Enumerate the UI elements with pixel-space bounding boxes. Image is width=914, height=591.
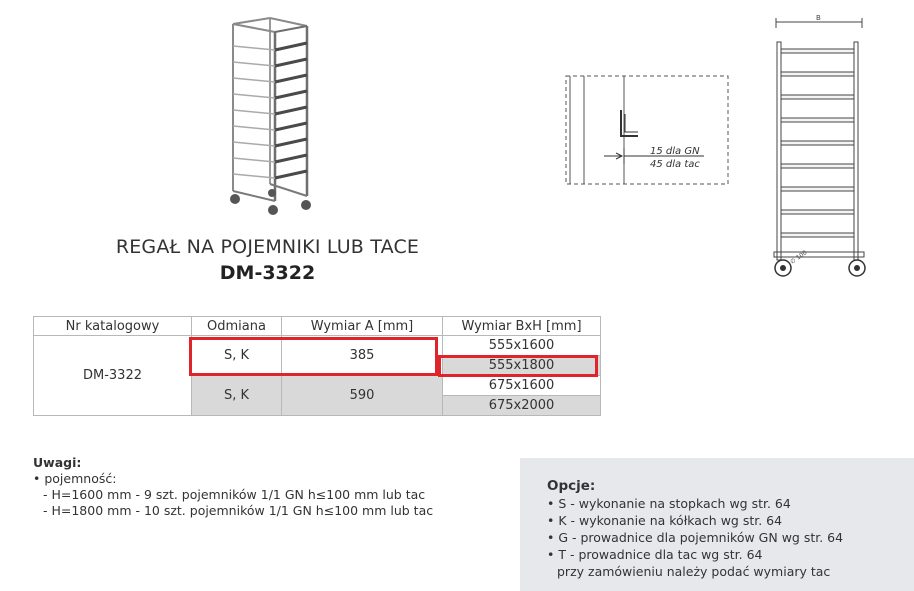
highlight-variant-dim — [189, 337, 438, 376]
dimension-b-label: B — [816, 14, 821, 22]
variant-cell: S, K — [192, 336, 282, 376]
options-heading: Opcje: — [547, 478, 596, 494]
guide-profile-drawing — [564, 74, 734, 189]
col-header-dim-a: Wymiar A [mm] — [282, 317, 443, 336]
notes-heading: Uwagi: — [33, 455, 82, 470]
size-cell: 675x2000 — [443, 396, 601, 416]
variant-cell: S, K — [192, 376, 282, 416]
size-cell: 675x1600 — [443, 376, 601, 396]
notes-line: • pojemność: — [33, 471, 117, 486]
col-header-dim-bxh: Wymiar BxH [mm] — [443, 317, 601, 336]
options-line: • S - wykonanie na stopkach wg str. 64 — [547, 496, 791, 511]
product-model: DM-3322 — [219, 262, 316, 284]
dim-a-cell: 590 — [282, 376, 443, 416]
options-line: przy zamówieniu należy podać wymiary tac — [557, 564, 831, 579]
notes-section — [33, 455, 433, 519]
notes-line: - H=1800 mm - 10 szt. pojemników 1/1 GN h≤100 mm lub tac — [43, 503, 434, 518]
guide-label-tac: 45 dla tac — [650, 159, 700, 170]
options-line: • K - wykonanie na kółkach wg str. 64 — [547, 513, 783, 528]
product-rack-image — [215, 16, 335, 221]
catalog-number-cell: DM-3322 — [34, 336, 192, 416]
size-cell: 555x1800 — [443, 356, 601, 376]
options-line: • G - prowadnice dla pojemników GN wg str. 64 — [547, 530, 844, 545]
wheel-diameter-label: ∅ 100 — [789, 249, 809, 266]
options-section — [547, 478, 843, 580]
col-header-catalog: Nr katalogowy — [34, 317, 192, 336]
notes-line: - H=1600 mm - 9 szt. pojemników 1/1 GN h≤100 mm lub tac — [43, 487, 426, 502]
col-header-variant: Odmiana — [192, 317, 282, 336]
rack-front-drawing — [770, 16, 880, 281]
highlight-size — [438, 355, 598, 377]
product-title: REGAŁ NA POJEMNIKI LUB TACE — [115, 236, 420, 258]
size-cell: 555x1600 — [443, 336, 601, 356]
dim-a-cell: 385 — [282, 336, 443, 376]
guide-label-gn: 15 dla GN — [650, 146, 700, 157]
table-header-row — [34, 317, 601, 336]
options-line: • T - prowadnice dla tac wg str. 64 — [547, 547, 763, 562]
